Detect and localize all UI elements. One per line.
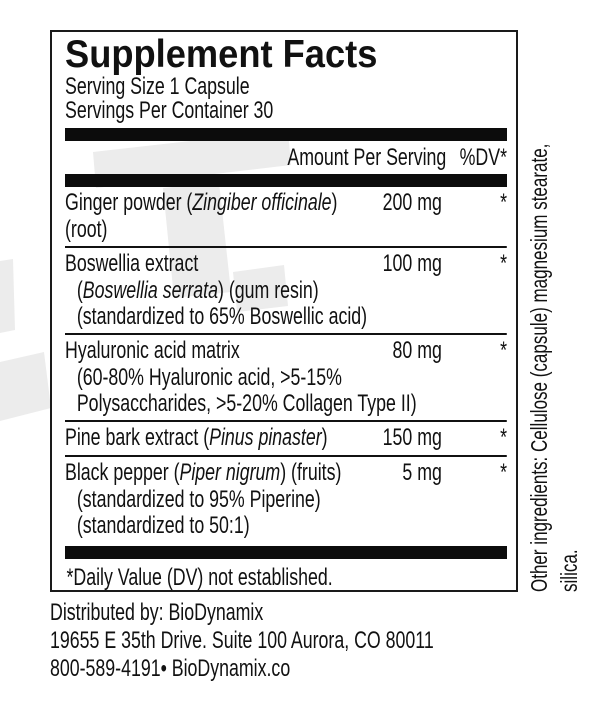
ingredient-amount: 5 mg: [402, 459, 442, 486]
thick-divider-bar: [65, 546, 507, 559]
ingredient-line: [65, 189, 507, 217]
watermark-shape: [0, 352, 51, 421]
ingredient-dv: *: [500, 337, 508, 364]
ingredient-rows: [65, 187, 507, 542]
percent-dv-header: %DV*: [459, 144, 508, 171]
text-segment: ) (gum resin): [217, 277, 319, 304]
column-header-wrap: [65, 141, 507, 174]
text-segment: (60-80% Hyaluronic acid, >5-15%: [76, 364, 342, 391]
servings-per-container: Servings Per Container 30: [65, 97, 274, 124]
text-segment: (root): [65, 216, 108, 243]
other-ingredients-line-2: silica.: [556, 549, 582, 592]
latin-name-italic: Piper nigrum: [179, 459, 281, 486]
ingredient-subline: [65, 365, 507, 391]
ingredient-row: [65, 246, 507, 333]
ingredient-subline: [65, 278, 507, 304]
distributor-line-1: Distributed by: BioDynamix: [50, 599, 264, 626]
ingredient-row: [65, 187, 507, 246]
ingredient-row: [65, 420, 507, 455]
other-ingredients-vertical: [524, 28, 586, 592]
text-segment: ) (fruits): [280, 459, 342, 486]
text-segment: (standardized to 50:1): [76, 512, 250, 539]
ingredient-row: [65, 333, 507, 420]
ingredient-line: [65, 337, 507, 365]
text-segment: ): [331, 189, 338, 216]
latin-name-italic: Pinus pinaster: [209, 424, 322, 451]
latin-name-italic: Boswellia serrata: [82, 277, 218, 304]
ingredient-dv: *: [500, 424, 508, 451]
footnote-wrap: [65, 559, 507, 591]
text-segment: Pine bark extract (: [65, 424, 210, 451]
serving-size: Serving Size 1 Capsule: [65, 73, 250, 100]
distributor-line-2: 19655 E 35th Drive. Suite 100 Aurora, CO 80011: [50, 627, 434, 654]
ingredient-amount: 80 mg: [392, 337, 442, 364]
ingredient-line: [65, 250, 507, 278]
text-segment: Black pepper (: [65, 459, 180, 486]
panel-title: Supplement Facts: [65, 33, 378, 76]
ingredient-subline: [65, 217, 507, 243]
amount-per-serving-header: Amount Per Serving: [287, 144, 447, 171]
thick-divider-bar: [65, 174, 507, 187]
other-ingredients-line-1: Other ingredients: Cellulose (capsule) magnesium stearate,: [526, 143, 552, 592]
ingredient-line: [65, 459, 507, 487]
distributor-line-3: 800-589-4191• BioDynamix.co: [50, 655, 291, 682]
ingredient-subline: [65, 487, 507, 513]
text-segment: Boswellia extract: [65, 250, 199, 277]
ingredient-row: [65, 455, 507, 542]
watermark-shape: [0, 259, 15, 333]
ingredient-amount: 200 mg: [382, 189, 442, 216]
text-segment: Polysaccharides, >5-20% Collagen Type II): [76, 390, 417, 417]
ingredient-amount: 150 mg: [382, 424, 442, 451]
ingredient-dv: *: [500, 189, 508, 216]
text-segment: (standardized to 65% Boswellic acid): [76, 303, 368, 330]
daily-value-footnote: *Daily Value (DV) not established.: [66, 564, 333, 591]
text-segment: Ginger powder (: [65, 189, 193, 216]
serving-info: [65, 75, 507, 123]
ingredient-amount: 100 mg: [382, 250, 442, 277]
latin-name-italic: Zingiber officinale: [192, 189, 332, 216]
ingredient-subline: [65, 304, 507, 330]
ingredient-line: [65, 424, 507, 452]
text-segment: (: [76, 277, 83, 304]
ingredient-name: [65, 189, 383, 217]
ingredient-name: [65, 424, 383, 452]
other-ingredients-rotated: [524, 28, 586, 592]
thick-divider-bar: [65, 128, 507, 141]
supplement-facts-panel: [50, 30, 518, 592]
ingredient-name: [65, 459, 402, 487]
text-segment: Hyaluronic acid matrix: [65, 337, 240, 364]
ingredient-name: [65, 250, 383, 278]
ingredient-name: [65, 337, 393, 365]
ingredient-dv: *: [500, 250, 508, 277]
ingredient-subline: [65, 391, 507, 417]
ingredient-dv: *: [500, 459, 508, 486]
distributor-info: [50, 599, 569, 683]
text-segment: (standardized to 95% Piperine): [76, 486, 321, 513]
ingredient-subline: [65, 513, 507, 539]
text-segment: ): [321, 424, 328, 451]
